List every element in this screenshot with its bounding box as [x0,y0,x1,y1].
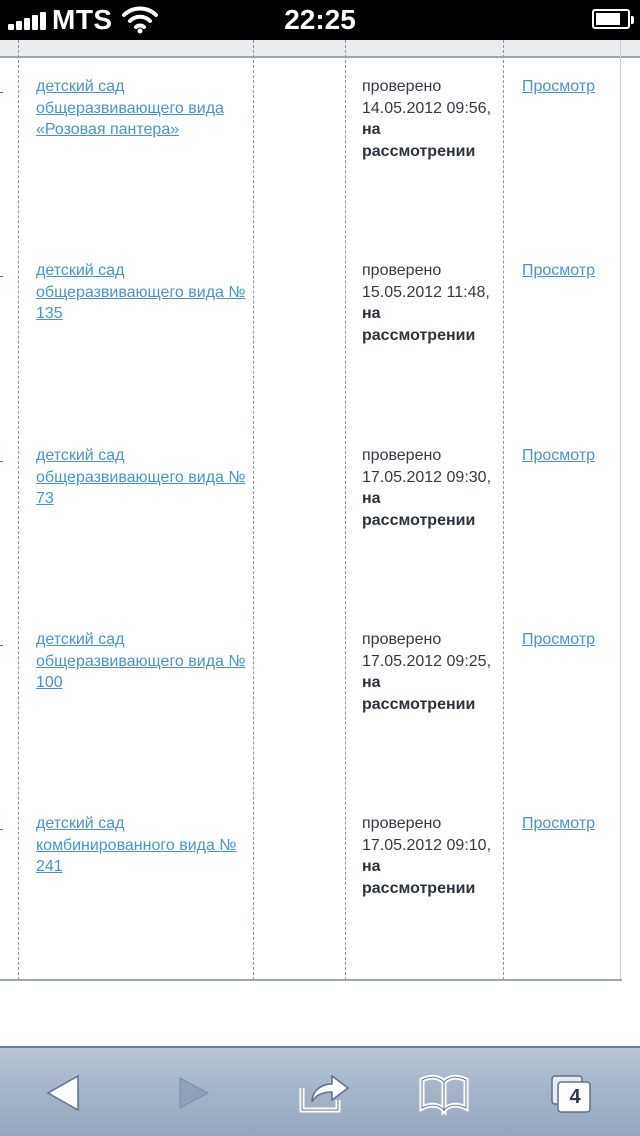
column-divider [503,40,504,980]
column-divider [253,40,254,980]
view-cell[interactable] [522,813,618,835]
table-bottom-border [0,979,622,981]
status-checked: проверено 17.05.2012 09:25, [362,631,492,670]
status-cell [362,445,498,531]
status-state: на рассмотрении [362,305,476,344]
status-state: на рассмотрении [362,121,476,160]
status-checked: проверено 15.05.2012 11:48, [362,262,490,301]
status-cell [362,260,498,346]
view-cell[interactable] [522,76,618,98]
column-divider [345,40,346,980]
kindergarten-link[interactable]: детский сад общеразвивающего вида № 100 [36,631,246,691]
status-cell [362,629,498,715]
view-cell[interactable] [522,445,618,467]
status-cell [362,76,498,162]
kindergarten-name[interactable] [36,813,246,878]
kindergarten-name[interactable] [36,76,246,141]
forward-icon[interactable] [176,1070,212,1116]
view-link[interactable]: Просмотр [522,262,596,279]
status-state: на рассмотрении [362,490,476,529]
status-checked: проверено 17.05.2012 09:10, [362,815,492,854]
status-checked: проверено 14.05.2012 09:56, [362,78,492,117]
status-state: на рассмотрении [362,858,476,897]
view-cell[interactable] [522,629,618,651]
view-link[interactable]: Просмотр [522,447,596,464]
view-link[interactable]: Просмотр [522,78,596,95]
kindergarten-name[interactable] [36,629,246,694]
kindergarten-name[interactable] [36,260,246,325]
kindergarten-link[interactable]: детский сад комбинированного вида № 241 [36,815,237,875]
view-cell[interactable] [522,260,618,282]
tabs-count[interactable]: 4 [569,1086,581,1108]
kindergarten-link[interactable]: детский сад общеразвивающего вида № 73 [36,447,246,507]
kindergarten-link[interactable]: детский сад общеразвивающего вида «Розовая пантера» [36,78,224,138]
share-icon[interactable] [298,1070,350,1116]
column-divider [18,40,19,980]
battery-icon [592,9,630,29]
status-state: на рассмотрении [362,674,476,713]
table-header [0,40,640,58]
status-bar [0,0,640,40]
view-link[interactable]: Просмотр [522,631,596,648]
clock: 22:25 [284,4,356,35]
carrier-name: MTS [52,4,113,35]
browser-toolbar [0,1046,640,1136]
web-content[interactable] [0,40,640,1046]
back-icon[interactable] [44,1070,84,1116]
view-link[interactable]: Просмотр [522,815,596,832]
status-cell [362,813,498,899]
kindergarten-name[interactable] [36,445,246,510]
bookmarks-icon[interactable] [418,1070,470,1116]
status-checked: проверено 17.05.2012 09:30, [362,447,492,486]
kindergarten-link[interactable]: детский сад общеразвивающего вида № 135 [36,262,246,322]
table-edge [620,40,621,980]
